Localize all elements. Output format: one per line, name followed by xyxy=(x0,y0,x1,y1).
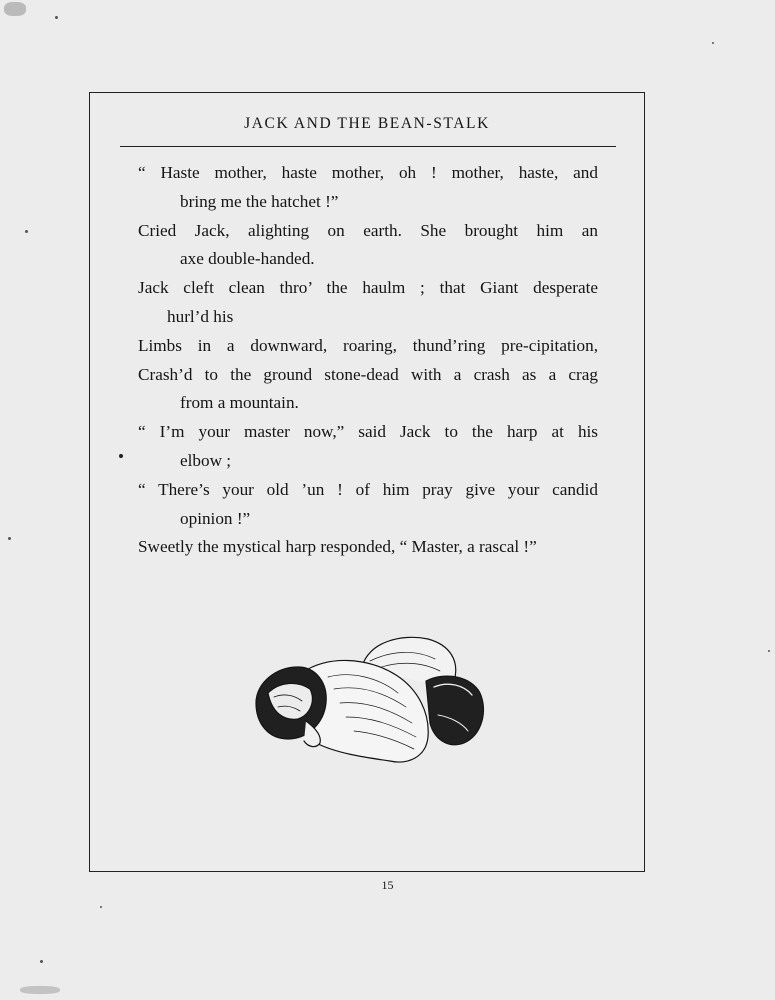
scan-noise xyxy=(20,986,60,994)
page-frame xyxy=(89,92,645,872)
verse-line: axe double-handed. xyxy=(180,249,315,269)
fallen-giant-illustration xyxy=(250,631,490,776)
verse-line: elbow ; xyxy=(180,450,232,470)
verse-line: Limbs in a downward, roaring, thund’ring pre-cipitation, xyxy=(138,335,598,355)
scan-speck xyxy=(768,650,770,652)
verse-line: “ I’m your master now,” said Jack to the harp at his xyxy=(138,422,598,442)
verse-line: Sweetly the mystical harp responded, “ Master, a rascal !” xyxy=(138,537,537,557)
verse-line: from a mountain. xyxy=(180,393,299,413)
verse-line: “ There’s your old ’un ! of him pray give your candid xyxy=(138,479,598,499)
verse-line: “ Haste mother, haste mother, oh ! mother, haste, and xyxy=(138,163,598,182)
scan-speck xyxy=(25,230,28,233)
verse-line: opinion !” xyxy=(180,508,251,528)
verse-line: bring me the hatchet !” xyxy=(180,191,339,211)
page-number: 15 xyxy=(381,878,394,892)
running-head: JACK AND THE BEAN-STALK xyxy=(244,115,490,132)
verse-line: Cried Jack, alighting on earth. She brought him an xyxy=(138,220,598,240)
scan-noise xyxy=(4,2,26,16)
verse-line: hurl’d his xyxy=(167,306,234,326)
head-rule xyxy=(120,146,616,147)
scan-speck xyxy=(712,42,714,44)
scan-speck xyxy=(100,906,102,908)
verse-line: Crash’d to the ground stone-dead with a crash as a crag xyxy=(138,364,598,384)
scan-speck xyxy=(40,960,43,963)
verse-block xyxy=(138,159,598,562)
scan-speck xyxy=(8,537,11,540)
scan-speck xyxy=(55,16,58,19)
verse-line: Jack cleft clean thro’ the haulm ; that Giant desperate xyxy=(138,278,598,298)
